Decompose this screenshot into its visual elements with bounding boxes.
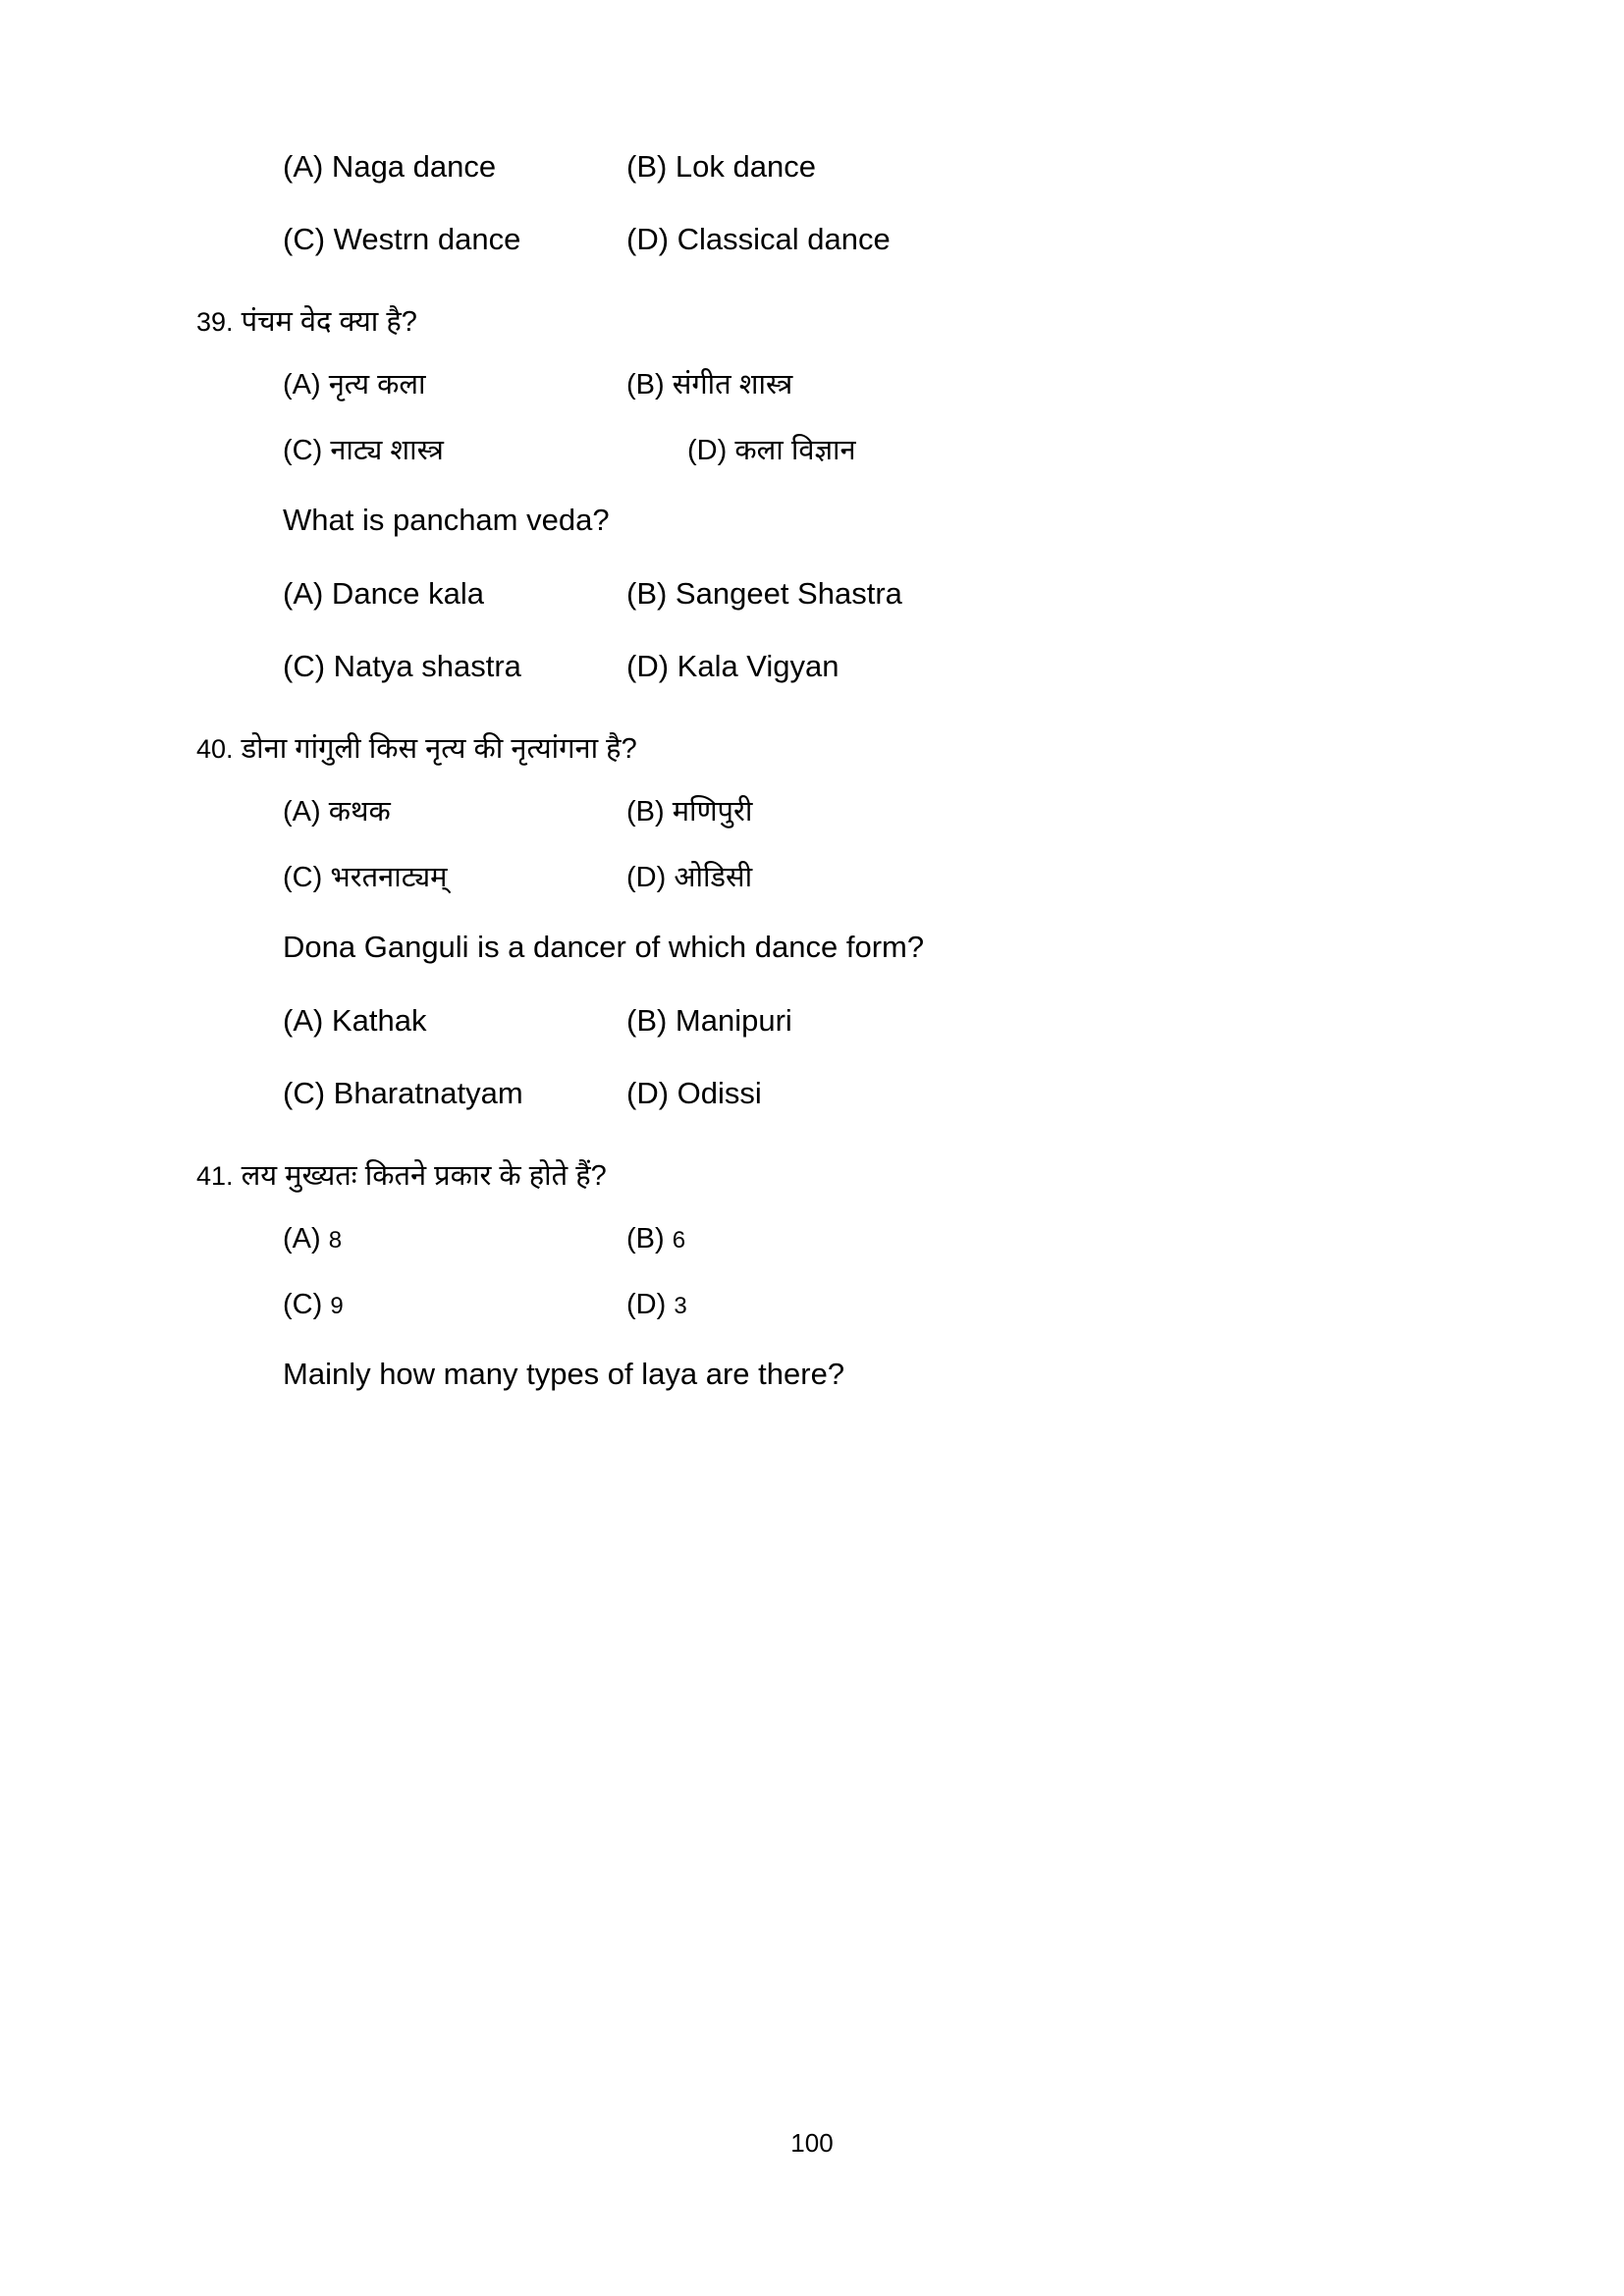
option-d: (D) Classical dance [626,222,891,257]
option-row [196,147,1443,187]
question-block-41 [196,1157,1443,1395]
question-39-statement-hi: पंचम वेद क्या है? [241,305,417,338]
option-b: (B) Lok dance [626,149,816,184]
question-41-text-hi [196,1157,1443,1196]
question-41-statement-en: Mainly how many types of laya are there? [283,1357,845,1392]
option-row [196,433,1443,470]
option-a-en: (A) Dance kala [283,575,485,611]
option-row [196,574,1443,614]
option-d: (D) कला विज्ञान [687,435,856,467]
option-c-value: 9 [330,1293,344,1320]
option-b-en: (B) Manipuri [626,1002,792,1038]
question-block-continued [196,147,1443,260]
question-40-statement-hi: डोना गांगुली किस नृत्य की नृत्यांगना है? [241,732,637,765]
option-row [196,367,1443,404]
option-row [196,1074,1443,1113]
option-row [196,1001,1443,1041]
option-c-prefix: (C) [283,1289,323,1321]
question-39-text-hi [196,303,1443,342]
option-a-value: 8 [328,1226,343,1254]
option-d-prefix: (D) [626,1289,667,1321]
question-39-statement-en: What is pancham veda? [283,503,610,538]
option-row [196,1221,1443,1258]
option-row [196,647,1443,686]
option-row [196,1287,1443,1324]
option-c: (C) नाट्य शास्त्र [283,435,444,467]
option-d-value: 3 [674,1293,687,1320]
question-block-40 [196,730,1443,1114]
option-c [283,1287,626,1324]
option-a: (A) कथक [283,795,391,828]
option-row [196,794,1443,831]
option-b-value: 6 [672,1226,686,1254]
option-b-en: (B) Sangeet Shastra [626,575,902,611]
question-41-statement-hi: लय मुख्यतः कितने प्रकार के होते हैं? [241,1159,607,1192]
option-d: (D) ओडिसी [626,862,753,894]
option-a [283,1221,626,1258]
option-a-en: (A) Kathak [283,1002,427,1038]
question-40-statement-en: Dona Ganguli is a dancer of which dance form? [283,930,925,965]
question-40-number: 40. [196,733,234,764]
option-c: (C) Westrn dance [283,222,521,257]
option-a: (A) Naga dance [283,149,497,184]
page-number: 100 [790,2128,834,2158]
option-b: (B) मणिपुरी [626,795,753,828]
option-d [626,1287,1443,1324]
option-b [626,1221,1443,1258]
option-d-en: (D) Kala Vigyan [626,649,839,684]
option-c-en: (C) Bharatnatyam [283,1076,523,1111]
option-a: (A) नृत्य कला [283,368,426,400]
option-d-en: (D) Odissi [626,1076,762,1111]
option-b: (B) संगीत शास्त्र [626,368,793,400]
option-c: (C) भरतनाट्यम् [283,862,448,894]
option-b-prefix: (B) [626,1222,665,1255]
page-content [196,147,1443,1428]
option-c-en: (C) Natya shastra [283,649,521,684]
option-row [196,220,1443,259]
question-40-text-hi [196,730,1443,769]
option-row [196,860,1443,897]
question-41-number: 41. [196,1160,234,1191]
question-39-number: 39. [196,306,234,337]
question-block-39 [196,303,1443,687]
option-a-prefix: (A) [283,1222,321,1255]
